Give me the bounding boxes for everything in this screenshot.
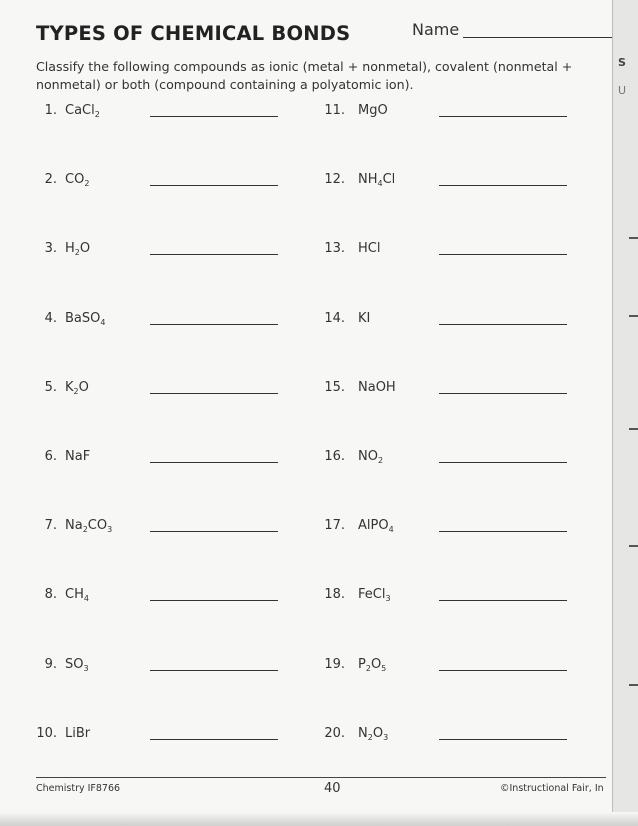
- item-number: 6.: [44, 449, 57, 464]
- answer-line[interactable]: [150, 600, 278, 601]
- footer-divider: [36, 777, 606, 778]
- compound-item: [41, 241, 321, 261]
- compound-formula: NaOH: [358, 379, 396, 395]
- item-number: 16.: [324, 449, 345, 464]
- compound-formula: BaSO$_4$: [65, 310, 106, 327]
- compound-formula: $CO_2$: [65, 172, 90, 189]
- compound-item: [41, 380, 321, 400]
- compound-item: [41, 518, 321, 538]
- item-number: 2.: [44, 172, 57, 188]
- answer-line[interactable]: [150, 393, 278, 394]
- item-number: 3.: [44, 241, 57, 257]
- item-number: 18.: [324, 587, 345, 603]
- compound-item: [324, 587, 612, 607]
- edge-mark: [629, 237, 638, 239]
- edge-mark: [629, 684, 638, 686]
- compound-formula: HCl: [358, 241, 381, 257]
- compound-item: [41, 311, 321, 331]
- item-number: 5.: [44, 379, 57, 395]
- worksheet-title: TYPES OF CHEMICAL BONDS: [36, 22, 351, 45]
- compound-item: [41, 657, 321, 677]
- item-number: 19.: [324, 656, 345, 672]
- adjacent-page-edge: [612, 0, 638, 826]
- compound-item: [324, 518, 612, 538]
- page-number: 40: [324, 781, 341, 796]
- compound-formula: $N_2O_3$: [358, 725, 389, 742]
- item-number: 13.: [324, 241, 345, 257]
- compound-item: [324, 449, 612, 469]
- compound-item: [324, 310, 612, 331]
- answer-line[interactable]: [439, 185, 567, 186]
- answer-line[interactable]: [150, 116, 278, 117]
- compound-formula: MgO: [358, 103, 388, 118]
- compound-formula: FeCl$_3$: [358, 587, 391, 604]
- compound-item: [41, 172, 321, 192]
- compound-formula: $Na_2CO_3$: [65, 518, 113, 535]
- answer-line[interactable]: [439, 324, 567, 325]
- compound-formula: $H_2O$: [65, 241, 91, 258]
- item-number: 10.: [36, 725, 57, 741]
- edge-mark: [629, 315, 638, 317]
- page-bottom-shadow: [0, 812, 638, 826]
- edge-glyph: S: [618, 56, 626, 69]
- instructions: Classify the following compounds as ionic (metal + nonmetal), covalent (nonmetal + nonmetal) or both (compound containing a polyatomic ion).: [36, 59, 573, 92]
- footer-book-code: Chemistry IF8766: [36, 783, 121, 794]
- compound-formula: $K_2O$: [65, 379, 89, 396]
- answer-line[interactable]: [150, 739, 278, 740]
- compound-item: [324, 103, 612, 123]
- compound-item: [41, 449, 321, 469]
- compound-item: [324, 656, 612, 677]
- answer-line[interactable]: [439, 600, 567, 601]
- item-number: 12.: [324, 172, 345, 188]
- edge-mark: [629, 428, 638, 430]
- item-number: 8.: [44, 587, 57, 603]
- compound-item: [324, 241, 612, 261]
- edge-mark: [629, 545, 638, 547]
- compound-formula: $SO_3$: [65, 656, 89, 673]
- compound-item: [36, 725, 321, 746]
- item-number: 15.: [324, 379, 345, 395]
- compound-item: [324, 172, 612, 192]
- answer-line[interactable]: [150, 462, 278, 463]
- answer-line[interactable]: [150, 185, 278, 186]
- compound-formula: LiBr: [65, 725, 91, 741]
- answer-line[interactable]: [150, 531, 278, 532]
- item-number: 14.: [324, 310, 345, 326]
- compound-formula: $CH_4$: [65, 587, 89, 604]
- answer-line[interactable]: [439, 531, 567, 532]
- item-number: 17.: [324, 518, 345, 534]
- compound-formula: $P_2O_5$: [358, 656, 387, 673]
- compound-formula: CaCl$_2$: [65, 103, 100, 119]
- item-number: 9.: [44, 656, 57, 672]
- name-label: Name: [412, 20, 460, 39]
- compound-formula: AlPO$_4$: [358, 518, 394, 535]
- compound-formula: KI: [358, 310, 371, 326]
- name-answer-line[interactable]: [463, 37, 613, 38]
- item-number: 11.: [324, 103, 345, 118]
- item-number: 1.: [44, 103, 57, 118]
- answer-line[interactable]: [439, 739, 567, 740]
- answer-line[interactable]: [439, 116, 567, 117]
- edge-glyph: U: [618, 84, 627, 97]
- answer-line[interactable]: [439, 254, 567, 255]
- compound-formula: NaF: [65, 449, 91, 464]
- footer-copyright: ©Instructional Fair, In: [500, 783, 604, 794]
- compound-item: [324, 379, 612, 400]
- item-number: 7.: [44, 518, 57, 534]
- item-number: 20.: [324, 725, 345, 741]
- item-number: 4.: [44, 310, 57, 326]
- compound-formula: $NO_2$: [358, 449, 384, 465]
- answer-line[interactable]: [150, 324, 278, 325]
- compound-item: [324, 725, 612, 746]
- compound-item: [41, 587, 321, 607]
- compound-item: [41, 103, 321, 123]
- answer-line[interactable]: [439, 462, 567, 463]
- answer-line[interactable]: [150, 670, 278, 671]
- answer-line[interactable]: [150, 254, 278, 255]
- compound-formula: $NH_4Cl$: [358, 172, 396, 189]
- answer-line[interactable]: [439, 670, 567, 671]
- answer-line[interactable]: [439, 393, 567, 394]
